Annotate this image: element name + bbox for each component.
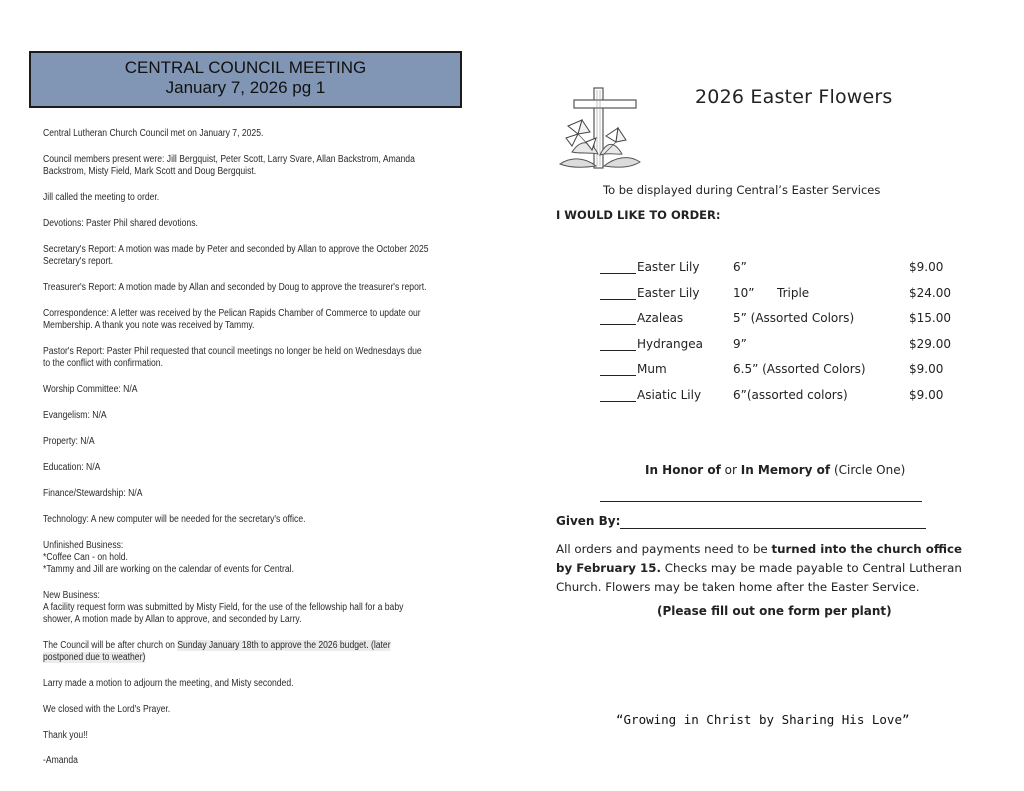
flower-price: $15.00 xyxy=(909,311,951,325)
minutes-members: Council members present were: Jill Bergquist, Peter Scott, Larry Svare, Allan Backstrom, Amanda Backstrom, Misty Field, Mark Scott and Doug Bergquist. xyxy=(43,154,415,177)
minutes-treasurer-report: Treasurer's Report: A motion made by Allan and seconded by Doug to approve the treasurer's report. xyxy=(43,282,427,293)
minutes-secretary-report: Secretary's Report: A motion was made by Peter and seconded by Allan to approve the October 2025 Secretary's report. xyxy=(43,244,429,267)
flower-price: $9.00 xyxy=(909,362,944,376)
minutes-property: Property: N/A xyxy=(43,436,95,447)
in-honor-of[interactable]: In Honor of xyxy=(645,463,721,477)
quantity-blank-line[interactable] xyxy=(600,324,636,325)
flower-name: Mum xyxy=(637,362,667,376)
minutes-new-business xyxy=(43,590,430,626)
minutes-thanks: Thank you!! xyxy=(43,730,88,741)
minutes-title: CENTRAL COUNCIL MEETING xyxy=(124,58,367,77)
quantity-blank-line[interactable] xyxy=(600,273,636,274)
minutes-intro: Central Lutheran Church Council met on January 7, 2025. xyxy=(43,128,264,139)
flower-price: $24.00 xyxy=(909,286,951,300)
minutes-adjourn: Larry made a motion to adjourn the meeting, and Misty seconded. xyxy=(43,678,294,689)
unfinished-item: *Coffee Can - on hold. xyxy=(43,552,128,563)
flower-name: Asiatic Lily xyxy=(637,388,702,402)
budget-meeting-highlight: Sunday January 18th to approve the 2026 budget. (later postponed due to weather) xyxy=(43,640,391,663)
flower-size: 5” (Assorted Colors) xyxy=(733,311,855,325)
flower-price: $9.00 xyxy=(909,388,944,402)
flower-name: Hydrangea xyxy=(637,337,703,351)
flower-size: 9” xyxy=(733,337,747,351)
given-by-line[interactable] xyxy=(620,528,926,529)
minutes-evangelism: Evangelism: N/A xyxy=(43,410,107,421)
in-memory-of[interactable]: In Memory of xyxy=(740,463,831,477)
one-form-note: (Please fill out one form per plant) xyxy=(657,604,892,618)
minutes-date: January 7, 2026 pg 1 xyxy=(165,78,326,97)
order-heading: I WOULD LIKE TO ORDER: xyxy=(556,208,721,222)
unfinished-heading: Unfinished Business: xyxy=(43,540,124,551)
given-by-label: Given By: xyxy=(556,514,621,528)
flower-price: $29.00 xyxy=(909,337,951,351)
instructions-lead: All orders and payments need to be xyxy=(556,542,772,556)
minutes-devotions: Devotions: Paster Phil shared devotions. xyxy=(43,218,198,229)
flower-size: 6”(assorted colors) xyxy=(733,388,848,402)
new-business-heading: New Business: xyxy=(43,590,100,601)
quantity-blank-line[interactable] xyxy=(600,350,636,351)
new-business-item: A facility request form was submitted by Misty Field, for the use of the fellowship hall for a baby shower, A motion made by Allan to approve, and seconded by Larry. xyxy=(43,602,404,625)
quantity-blank-line[interactable] xyxy=(600,299,636,300)
minutes-budget-meeting xyxy=(43,640,430,664)
flower-name: Easter Lily xyxy=(637,286,700,300)
minutes-unfinished xyxy=(43,540,430,576)
minutes-pastor-report: Pastor's Report: Paster Phil requested that council meetings no longer be held on Wednesdays due to the conflict with confirmation. xyxy=(43,346,422,369)
lily-cross-illustration xyxy=(552,82,652,174)
minutes-correspondence: Correspondence: A letter was received by the Pelican Rapids Chamber of Commerce to update our Membership. A thank you note was received by Tammy. xyxy=(43,308,421,331)
flower-size: 6” xyxy=(733,260,747,274)
church-motto: “Growing in Christ by Sharing His Love” xyxy=(616,712,910,727)
flower-name: Azaleas xyxy=(637,311,684,325)
minutes-technology: Technology: A new computer will be needed for the secretary's office. xyxy=(43,514,306,525)
easter-flowers-subtitle: To be displayed during Central’s Easter Services xyxy=(603,183,881,197)
minutes-call-to-order: Jill called the meeting to order. xyxy=(43,192,160,203)
minutes-signature: -Amanda xyxy=(43,755,78,766)
honoree-name-line[interactable] xyxy=(600,501,922,502)
instructions-rest: Checks may be made payable to Central Lutheran Church. Flowers may be taken home after the Easter Service. xyxy=(556,561,962,594)
easter-flowers-title: 2026 Easter Flowers xyxy=(695,86,893,108)
honor-memory-line xyxy=(645,463,905,477)
unfinished-item: *Tammy and Jill are working on the calendar of events for Central. xyxy=(43,564,294,575)
circle-one-note: (Circle One) xyxy=(830,463,906,477)
flower-extra: Triple xyxy=(777,286,810,300)
minutes-worship: Worship Committee: N/A xyxy=(43,384,138,395)
honor-or: or xyxy=(720,463,741,477)
quantity-blank-line[interactable] xyxy=(600,401,636,402)
flower-name: Easter Lily xyxy=(637,260,700,274)
instructions-deadline: turned into the church office by February 15. xyxy=(556,542,963,575)
order-instructions xyxy=(556,540,976,597)
flower-size: 6.5” (Assorted Colors) xyxy=(733,362,866,376)
budget-meeting-lead: The Council will be after church on xyxy=(43,640,178,651)
minutes-education: Education: N/A xyxy=(43,462,101,473)
minutes-closing: We closed with the Lord's Prayer. xyxy=(43,704,171,715)
minutes-header-box xyxy=(29,51,462,108)
quantity-blank-line[interactable] xyxy=(600,375,636,376)
flower-size: 10” xyxy=(733,286,755,300)
flower-price: $9.00 xyxy=(909,260,944,274)
minutes-body xyxy=(43,128,430,780)
minutes-finance: Finance/Stewardship: N/A xyxy=(43,488,143,499)
